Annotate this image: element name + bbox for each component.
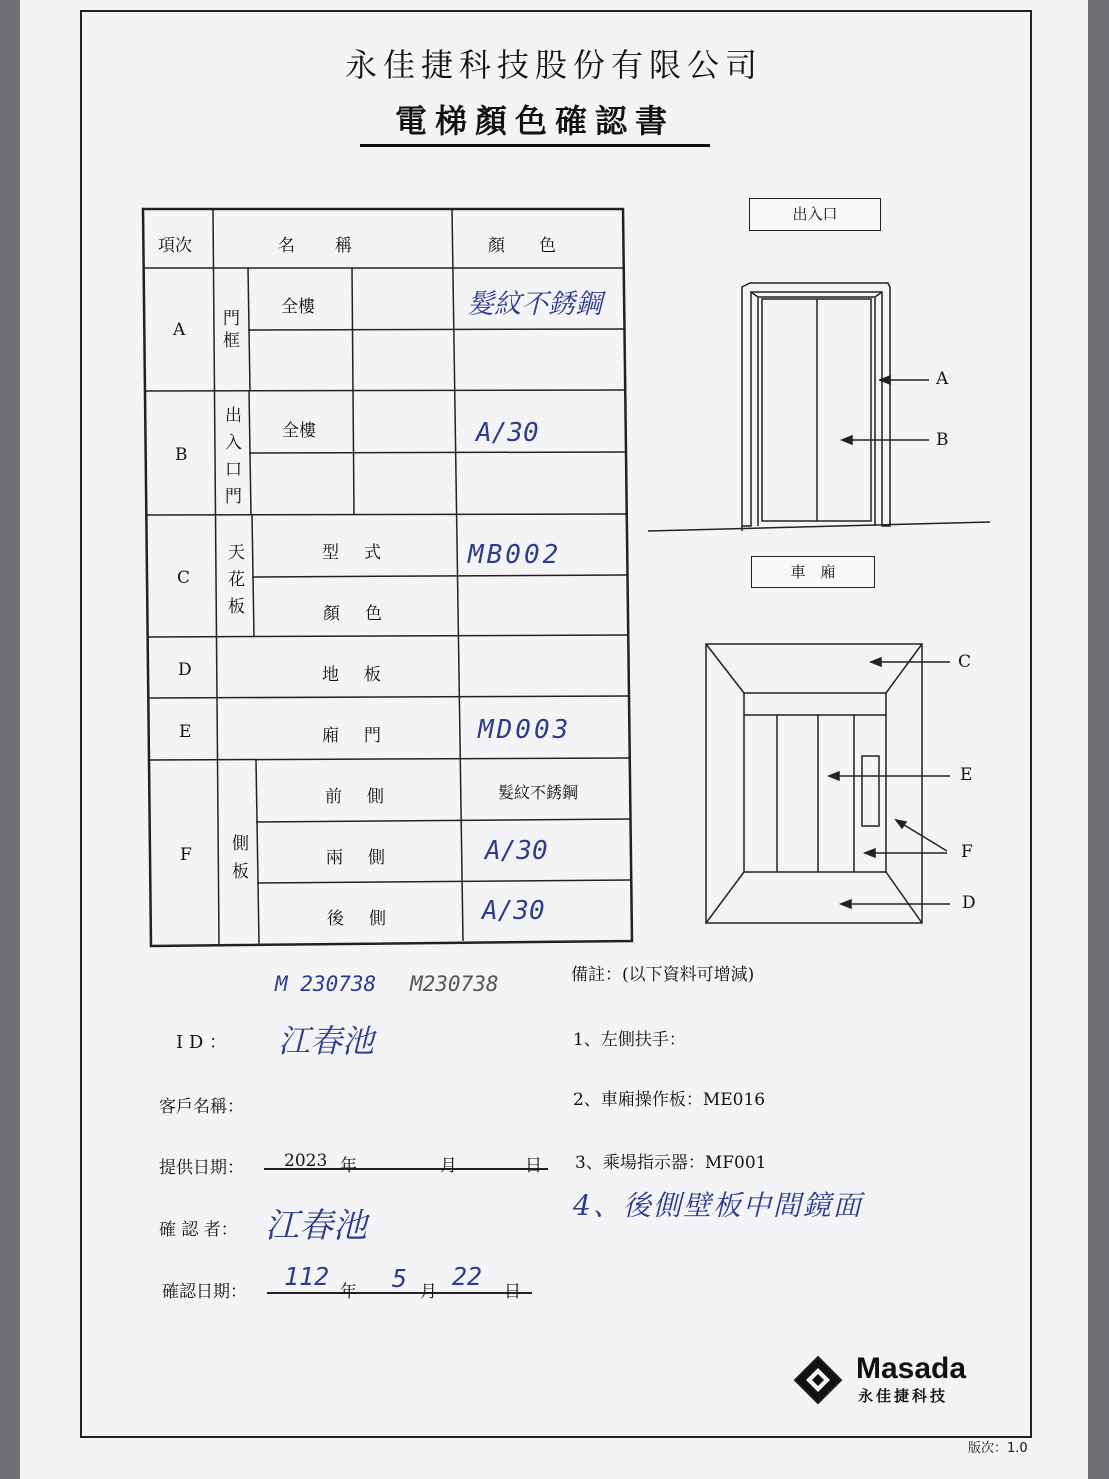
row-a-code: A: [173, 320, 186, 340]
row-b-group: 出入口門: [225, 406, 242, 507]
row-c-type-label: 型 式: [322, 543, 385, 563]
customer-label: 客戶名稱：: [159, 1097, 244, 1117]
notes-title: 備註：(以下資料可增減): [571, 965, 755, 985]
row-e-color: MD003: [478, 715, 572, 745]
row-f-code: F: [180, 845, 192, 865]
car-label: 車 廂: [751, 556, 875, 588]
note-3: 3、乘場指示器：MF001: [575, 1153, 767, 1173]
row-f-rear-label: 後 側: [327, 909, 390, 929]
row-b-name: 全樓: [282, 421, 316, 441]
header-color: 顏 色: [488, 236, 556, 256]
confirm-month-char: 月: [420, 1282, 437, 1302]
logo-brand: Masada: [856, 1352, 967, 1385]
row-c-code: C: [177, 568, 191, 588]
version-label: 版次：1.0: [968, 1441, 1028, 1456]
confirm-date-label: 確認日期：: [162, 1282, 247, 1302]
header-name: 名 稱: [278, 236, 354, 256]
confirm-year: 112: [284, 1262, 330, 1291]
marker-d: D: [962, 893, 976, 913]
row-f-rear-value: A/30: [482, 896, 545, 926]
row-a-name: 全樓: [281, 297, 315, 317]
entrance-label: 出入口: [749, 198, 881, 231]
note-2: 2、車廂操作板：ME016: [573, 1090, 766, 1110]
note-4-handwritten: 4、後側壁板中間鏡面: [573, 1189, 863, 1222]
provide-date-year-char: 年: [340, 1156, 357, 1176]
row-f-sides-value: A/30: [485, 836, 548, 866]
row-b-color: A/30: [476, 418, 539, 448]
provide-date-month-char: 月: [440, 1156, 457, 1176]
confirm-year-char: 年: [340, 1282, 357, 1302]
row-d-code: D: [178, 660, 192, 680]
logo-sub: 永佳捷科技: [858, 1387, 949, 1405]
row-a-color: 髮紋不銹鋼: [467, 289, 602, 320]
marker-b: B: [936, 430, 949, 450]
provide-date-day-char: 日: [525, 1156, 542, 1176]
marker-c: C: [958, 652, 972, 672]
company-name: 永佳捷科技股份有限公司: [344, 46, 763, 84]
note-1: 1、左側扶手：: [573, 1030, 686, 1050]
handwritten-id-2: M230738: [410, 972, 499, 996]
row-c-group: 天花板: [228, 543, 245, 617]
confirm-day: 22: [452, 1262, 483, 1291]
document-page: [20, 0, 1088, 1479]
color-table: [20, 0, 1088, 1479]
confirmer-value: 江春池: [265, 1206, 367, 1246]
handwritten-id-1: M 230738: [275, 972, 377, 996]
row-d-name: 地 板: [322, 665, 385, 685]
confirm-month: 5: [392, 1264, 408, 1293]
header-item: 項次: [158, 236, 192, 256]
masada-logo-icon: [790, 1352, 846, 1408]
marker-a: A: [936, 369, 949, 389]
row-b-code: B: [175, 445, 188, 465]
row-e-code: E: [179, 722, 192, 742]
row-f-group: 側板: [232, 834, 249, 882]
confirmer-label: 確 認 者：: [159, 1220, 238, 1240]
confirm-day-char: 日: [504, 1282, 521, 1302]
id-value: 江春池: [278, 1022, 375, 1060]
row-e-name: 廂 門: [322, 726, 385, 746]
marker-f: F: [961, 842, 973, 862]
document-title: 電梯顏色確認書: [360, 96, 710, 147]
marker-e: E: [960, 765, 973, 785]
provide-date-label: 提供日期：: [159, 1158, 244, 1178]
row-f-sides-label: 兩 側: [326, 848, 389, 868]
id-label: I D ：: [176, 1032, 227, 1053]
row-c-type-value: MB002: [468, 540, 562, 570]
provide-date-year: 2023: [284, 1151, 328, 1171]
row-f-front-label: 前 側: [325, 787, 388, 807]
row-a-group: 門框: [223, 309, 240, 351]
row-f-front-value: 髮紋不銹鋼: [498, 783, 579, 802]
row-c-color-label: 顏 色: [323, 604, 386, 624]
